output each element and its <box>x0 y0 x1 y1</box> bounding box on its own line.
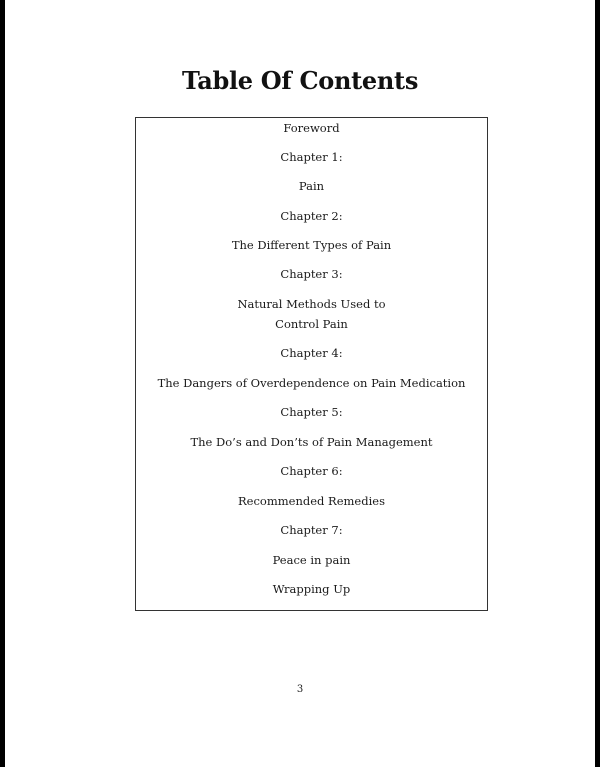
toc-entry-chapter-3-label: Chapter 3: <box>280 267 343 281</box>
toc-entry-chapter-7-label: Chapter 7: <box>280 523 343 537</box>
toc-entry-chapter-3-title-line-1: Natural Methods Used to <box>237 297 386 311</box>
toc-entry-chapter-3-title-line-2: Control Pain <box>275 317 348 331</box>
toc-entry-chapter-2-label: Chapter 2: <box>280 209 343 223</box>
table-of-contents-box <box>135 117 488 611</box>
toc-entry-wrapping-up: Wrapping Up <box>272 582 351 596</box>
document-page <box>5 0 595 767</box>
toc-entry-chapter-2-title: The Different Types of Pain <box>231 238 392 252</box>
toc-entry-chapter-4-label: Chapter 4: <box>280 346 343 360</box>
toc-entry-chapter-6-label: Chapter 6: <box>280 464 343 478</box>
toc-entry-chapter-5-label: Chapter 5: <box>280 405 343 419</box>
toc-entry-chapter-4-title: The Dangers of Overdependence on Pain Medication <box>157 376 466 390</box>
page-number: 3 <box>296 684 304 695</box>
toc-entry-chapter-7-title: Peace in pain <box>272 553 351 567</box>
toc-entry-chapter-1-label: Chapter 1: <box>280 150 343 164</box>
toc-entry-chapter-6-title: Recommended Remedies <box>238 494 385 508</box>
page-title: Table Of Contents <box>181 66 419 95</box>
toc-entry-chapter-1-title: Pain <box>298 179 325 193</box>
toc-entry-foreword: Foreword <box>283 121 340 135</box>
toc-entry-chapter-5-title: The Do’s and Don’ts of Pain Management <box>190 435 433 449</box>
